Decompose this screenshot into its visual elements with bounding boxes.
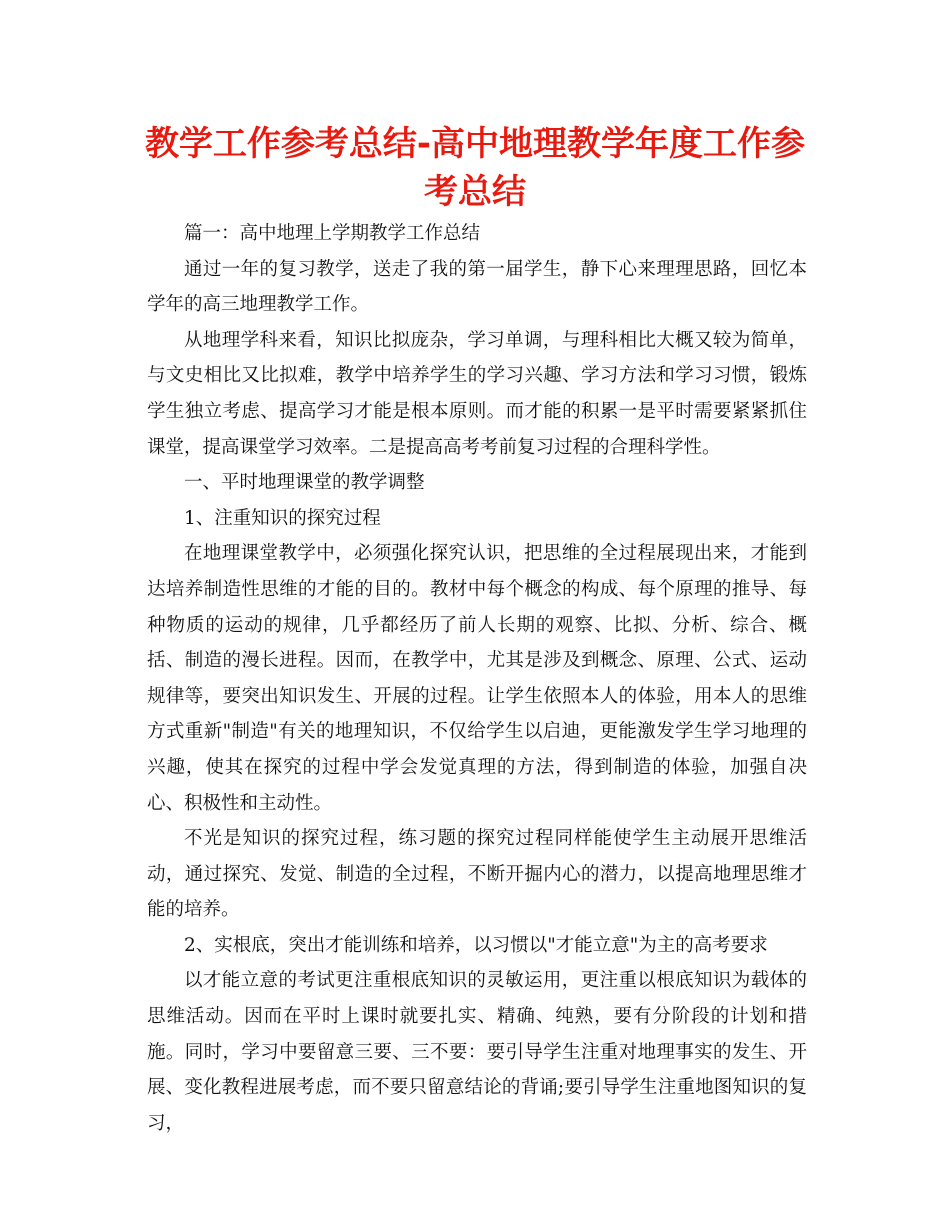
paragraph: 不光是知识的探究过程，练习题的探究过程同样能使学生主动展开思维活动，通过探究、发觉、制造的全过程，不断开掘内心的潜力，以提高地理思维才能的培养。 <box>147 828 807 921</box>
paragraph: 在地理课堂教学中，必须强化探究认识，把思维的全过程展现出来，才能到达培养制造性思维的才能的目的。教材中每个概念的构成、每个原理的推导、每种物质的运动的规律，几乎都经历了前人长期的观察、比拟、分析、综合、概括、制造的漫长进程。因而，在教学中，尤其是涉及到概念、原理、公式、运动规律等，要突出知识发生、开展的过程。让学生依照本人的体验，用本人的思维方式重新"制造"有关的地理知识，不仅给学生以启迪，更能激发学生学习地理的兴趣，使其在探究的过程中学会发觉真理的方法，得到制造的体验，加强自决心、积极性和主动性。 <box>147 543 807 814</box>
paragraph: 通过一年的复习教学，送走了我的第一届学生，静下心来理理思路，回忆本学年的高三地理教学工作。 <box>147 258 807 316</box>
paragraph-chapter-heading: 篇一：高中地理上学期教学工作总结 <box>184 223 481 244</box>
subsection-heading: 2、实根底，突出才能训练和培养，以习惯以"才能立意"为主的高考要求 <box>184 934 768 956</box>
section-heading: 一、平时地理课堂的教学调整 <box>184 472 425 494</box>
subsection-heading: 1、注重知识的探究过程 <box>184 507 381 529</box>
paragraph: 以才能立意的考试更注重根底知识的灵敏运用，更注重以根底知识为载体的思维活动。因而在平时上课时就要扎实、精确、纯熟，要有分阶段的计划和措施。同时，学习中要留意三要、三不要：要引导学生注重对地理事实的发生、开展、变化教程进展考虑，而不要只留意结论的背诵;要引导学生注重地图知识的复习， <box>147 970 807 1134</box>
document-body <box>147 216 807 1141</box>
paragraph: 从地理学科来看，知识比拟庞杂，学习单调，与理科相比大概又较为简单，与文史相比又比拟难，教学中培养学生的学习兴趣、学习方法和学习习惯，锻炼学生独立考虑、提高学习才能是根本原则。而才能的积累一是平时需要紧紧抓住课堂，提高课堂学习效率。二是提高高考考前复习过程的合理科学性。 <box>147 329 807 458</box>
document-title: 教学工作参考总结-高中地理教学年度工作参考总结 <box>144 124 806 212</box>
